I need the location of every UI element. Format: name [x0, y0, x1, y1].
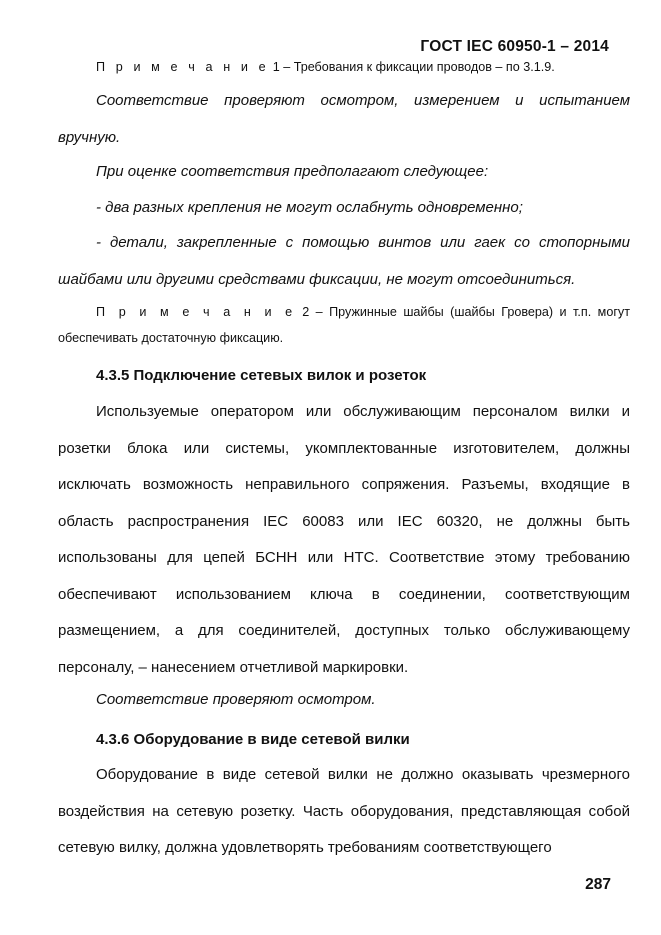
note-2-label: П р и м е ч а н и е	[96, 305, 296, 319]
assumption-item-2: - детали, закрепленные с помощью винтов или гаек со стопорными шайбами или другими средствами фиксации, не могут отсоединиться.	[58, 234, 630, 288]
document-header: ГОСТ IEC 60950-1 – 2014	[420, 38, 609, 55]
page-number: 287	[585, 876, 611, 893]
assumption-item-1: - два разных крепления не могут ослабнуть одновременно;	[96, 199, 523, 216]
section-4-3-6-body: Оборудование в виде сетевой вилки не должно оказывать чрезмерного воздействия на сетевую розетку. Часть оборудования, представляющая собой сетевую вилку, должна удовлетворять требованиям соответствующего	[58, 766, 630, 856]
section-4-3-5-compliance: Соответствие проверяют осмотром.	[96, 691, 376, 708]
note-1-text: 1 – Требования к фиксации проводов – по 3.1.9.	[269, 60, 555, 74]
note-1	[58, 54, 630, 80]
note-2-text: 2 – Пружинные шайбы (шайбы Гровера) и т.п. могут обеспечивать достаточную фиксацию.	[58, 305, 630, 345]
section-4-3-5-body: Используемые оператором или обслуживающим персоналом вилки и розетки блока или системы, укомплектованные изготовителем, должны исключать возможность неправильного сопряжения. Разъемы, входящие в область распространения IEC 60083 или IEC 60320, не должны быть использованы для цепей БСНН или НТС. Соответствие этому требованию обеспечивают использованием ключа в соединении, соответствующим размещением, а для соединителей, доступных только обслуживающему персоналу, – нанесением отчетливой маркировки.	[58, 403, 630, 676]
assumptions-intro: При оценке соответствия предполагают следующее:	[96, 163, 489, 180]
section-4-3-5-heading: 4.3.5 Подключение сетевых вилок и розеток	[96, 367, 427, 384]
section-4-3-6-heading: 4.3.6 Оборудование в виде сетевой вилки	[96, 731, 410, 748]
note-2	[58, 299, 630, 351]
note-1-label: П р и м е ч а н и е	[96, 60, 270, 74]
compliance-paragraph: Соответствие проверяют осмотром, измерением и испытанием вручную.	[58, 92, 630, 146]
